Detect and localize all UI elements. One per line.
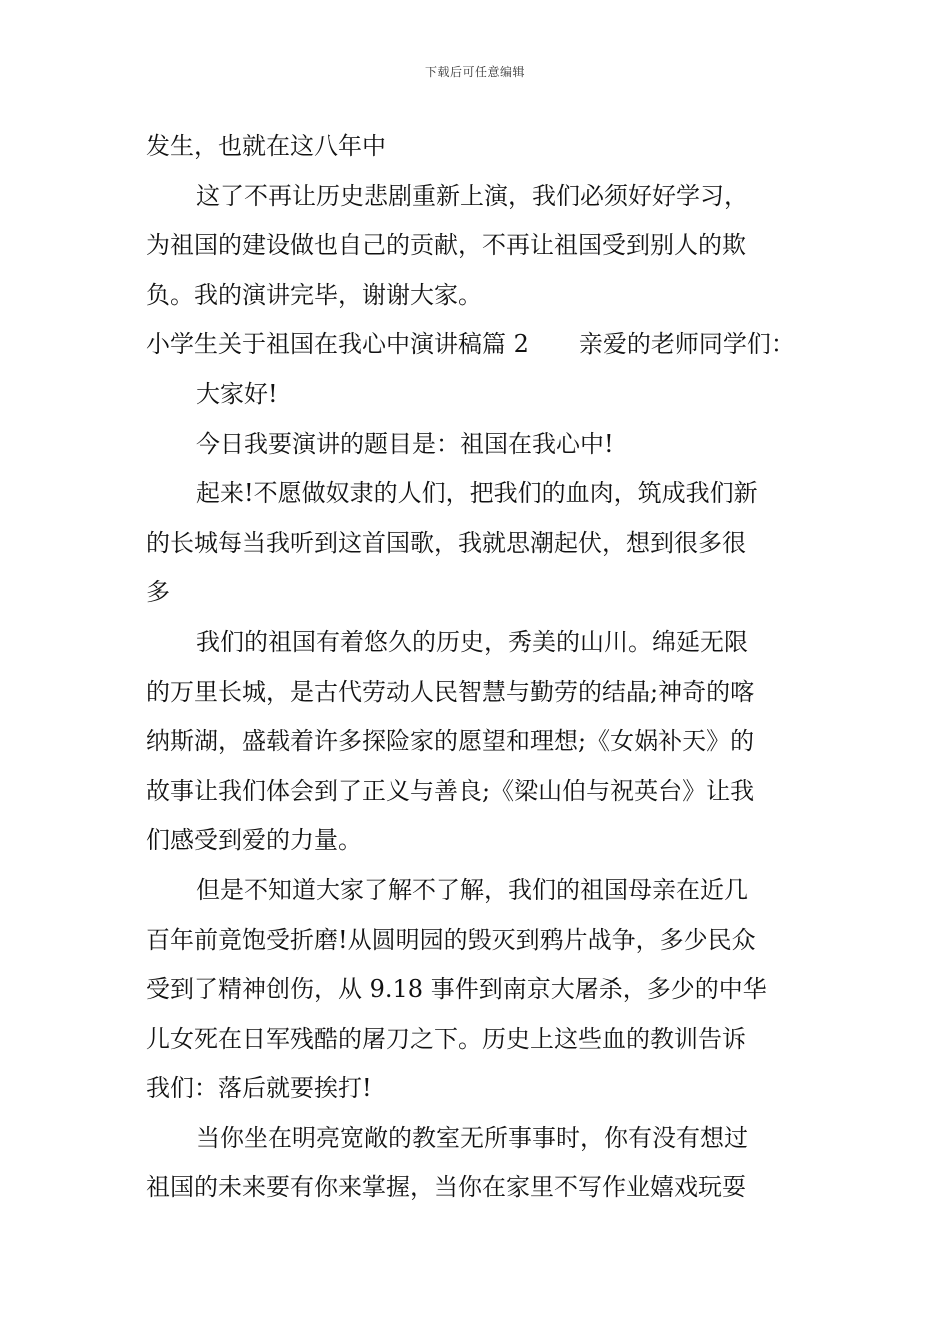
section-heading-line xyxy=(146,320,811,370)
text-line: 的长城每当我听到这首国歌，我就思潮起伏，想到很多很 xyxy=(146,528,746,557)
text-line: 百年前竟饱受折磨!从圆明园的毁灭到鸦片战争，多少民众 xyxy=(146,925,756,954)
text-line: 我们：落后就要挨打! xyxy=(146,1074,372,1103)
text-line: 这了不再让历史悲剧重新上演，我们必须好好学习， xyxy=(196,181,748,210)
text-line: 的万里长城，是古代劳动人民智慧与勤劳的结晶;神奇的喀 xyxy=(146,677,755,706)
text-line: 发生，也就在这八年中 xyxy=(146,132,386,160)
text-line: 但是不知道大家了解不了解，我们的祖国母亲在近几 xyxy=(196,875,748,904)
text-line: 为祖国的建设做也自己的贡献，不再让祖国受到别人的欺 xyxy=(146,231,746,260)
text-line: 祖国的未来要有你来掌握，当你在家里不写作业嬉戏玩耍 xyxy=(146,1173,746,1202)
text-line: 儿女死在日军残酷的屠刀之下。历史上这些血的教训告诉 xyxy=(146,1024,746,1053)
text-line: 负。我的演讲完毕，谢谢大家。 xyxy=(146,280,482,309)
text-line: 大家好! xyxy=(196,379,278,408)
text-line: 多 xyxy=(146,578,170,607)
text-line: 纳斯湖，盛载着许多探险家的愿望和理想;《女娲补天》的 xyxy=(146,727,755,756)
text-line: 受到了精神创伤，从 9.18 事件到南京大屠杀，多少的中华 xyxy=(146,975,767,1004)
page-header-note: 下载后可任意编辑 xyxy=(424,65,525,79)
document-body xyxy=(146,122,811,1213)
text-line: 起来!不愿做奴隶的人们，把我们的血肉，筑成我们新 xyxy=(196,479,758,508)
text-line: 我们的祖国有着悠久的历史，秀美的山川。绵延无限 xyxy=(196,627,748,656)
text-line: 当你坐在明亮宽敞的教室无所事事时，你有没有想过 xyxy=(196,1123,748,1152)
salutation: 亲爱的老师同学们： xyxy=(578,330,795,359)
section-title: 小学生关于祖国在我心中演讲稿篇 2 xyxy=(146,330,529,359)
text-line: 们感受到爱的力量。 xyxy=(146,826,362,855)
text-line: 故事让我们体会到了正义与善良;《梁山伯与祝英台》让我 xyxy=(146,776,755,805)
text-line: 今日我要演讲的题目是：祖国在我心中! xyxy=(196,429,614,458)
